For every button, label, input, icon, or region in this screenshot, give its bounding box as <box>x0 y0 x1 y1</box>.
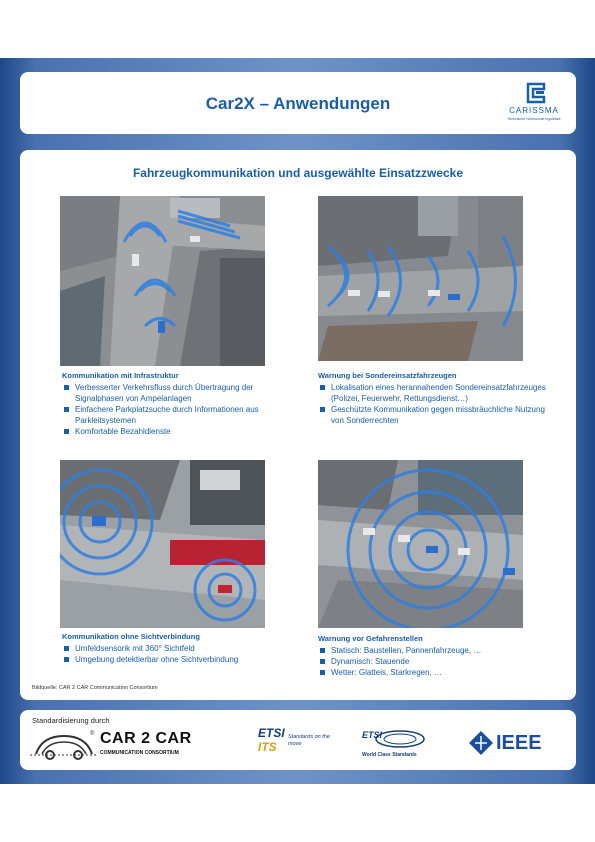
etsi-its-logo-text: ETSI <box>258 726 285 740</box>
etsi-its-tagline: Standards on the move <box>288 734 330 747</box>
section-subtitle: Fahrzeugkommunikation und ausgewählte Einsatzzwecke <box>132 166 464 180</box>
ieee-diamond-icon <box>468 730 494 756</box>
car2car-logo-text: CAR 2 CAR <box>100 730 192 747</box>
its-logo-text: ITS <box>258 740 277 754</box>
block-infrastructure <box>62 371 292 437</box>
bullet-list <box>318 645 553 678</box>
bullet-list <box>62 643 292 665</box>
image-hazard <box>318 460 523 628</box>
block-heading: Kommunikation ohne Sichtverbindung <box>62 632 200 641</box>
car2car-logo-subtext: COMMUNICATION CONSORTIUM <box>100 750 179 756</box>
list-item: Geschützte Kommunikation gegen missbräuchliche Nutzung von Sonderrechten <box>318 404 553 426</box>
image-emergency <box>318 196 523 361</box>
etsi-logo-text: ETSI <box>362 730 383 740</box>
standardization-label: Standardisierung durch <box>32 716 110 725</box>
image-infrastructure <box>60 196 265 366</box>
list-item: Dynamisch: Stauende <box>318 656 553 667</box>
list-item: Lokalisation eines herannahenden Sondereinsatzfahrzeuges (Polizei, Feuerwehr, Rettungsdienst…) <box>318 382 553 404</box>
carissma-logo-subtext: Technische Hochschule Ingolstadt <box>507 117 561 121</box>
image-no-line-of-sight <box>60 460 265 628</box>
list-item: Umfeldsensorik mit 360° Sichtfeld <box>62 643 292 654</box>
page-title: Car2X – Anwendungen <box>205 94 391 113</box>
bullet-list <box>62 382 292 437</box>
list-item: Verbesserter Verkehrsfluss durch Übertragung der Signalphasen von Ampelanlagen <box>62 382 292 404</box>
ieee-logo-text: IEEE <box>496 732 542 754</box>
footer-panel <box>20 710 576 770</box>
etsi-tagline: World Class Standards <box>362 752 417 758</box>
car2car-logo-icon <box>30 728 98 764</box>
carissma-logo-text: CARISSMA <box>509 106 559 115</box>
block-heading: Warnung vor Gefahrenstellen <box>318 634 423 643</box>
carissma-logo <box>504 80 574 130</box>
list-item: Einfachere Parkplatzsuche durch Informationen aus Parkleitsystemen <box>62 404 292 426</box>
block-hazard <box>318 634 553 678</box>
block-heading: Warnung bei Sondereinsatzfahrzeugen <box>318 371 457 380</box>
list-item: Umgebung detektierbar ohne Sichtverbindung <box>62 654 292 665</box>
header-panel <box>20 72 576 134</box>
list-item: Wetter: Glatteis, Starkregen, … <box>318 667 553 678</box>
svg-text:®: ® <box>90 731 95 737</box>
carissma-logo-icon <box>504 80 564 106</box>
block-emergency <box>318 371 553 426</box>
block-no-line-of-sight <box>62 632 292 665</box>
image-source-caption: Bildquelle: CAR 2 CAR Communication Consortium <box>32 685 158 691</box>
block-heading: Kommunikation mit Infrastruktur <box>62 371 179 380</box>
content-panel <box>20 150 576 700</box>
list-item: Komfortable Bezahldienste <box>62 426 292 437</box>
list-item: Statisch: Baustellen, Pannenfahrzeuge, … <box>318 645 553 656</box>
bullet-list <box>318 382 553 426</box>
